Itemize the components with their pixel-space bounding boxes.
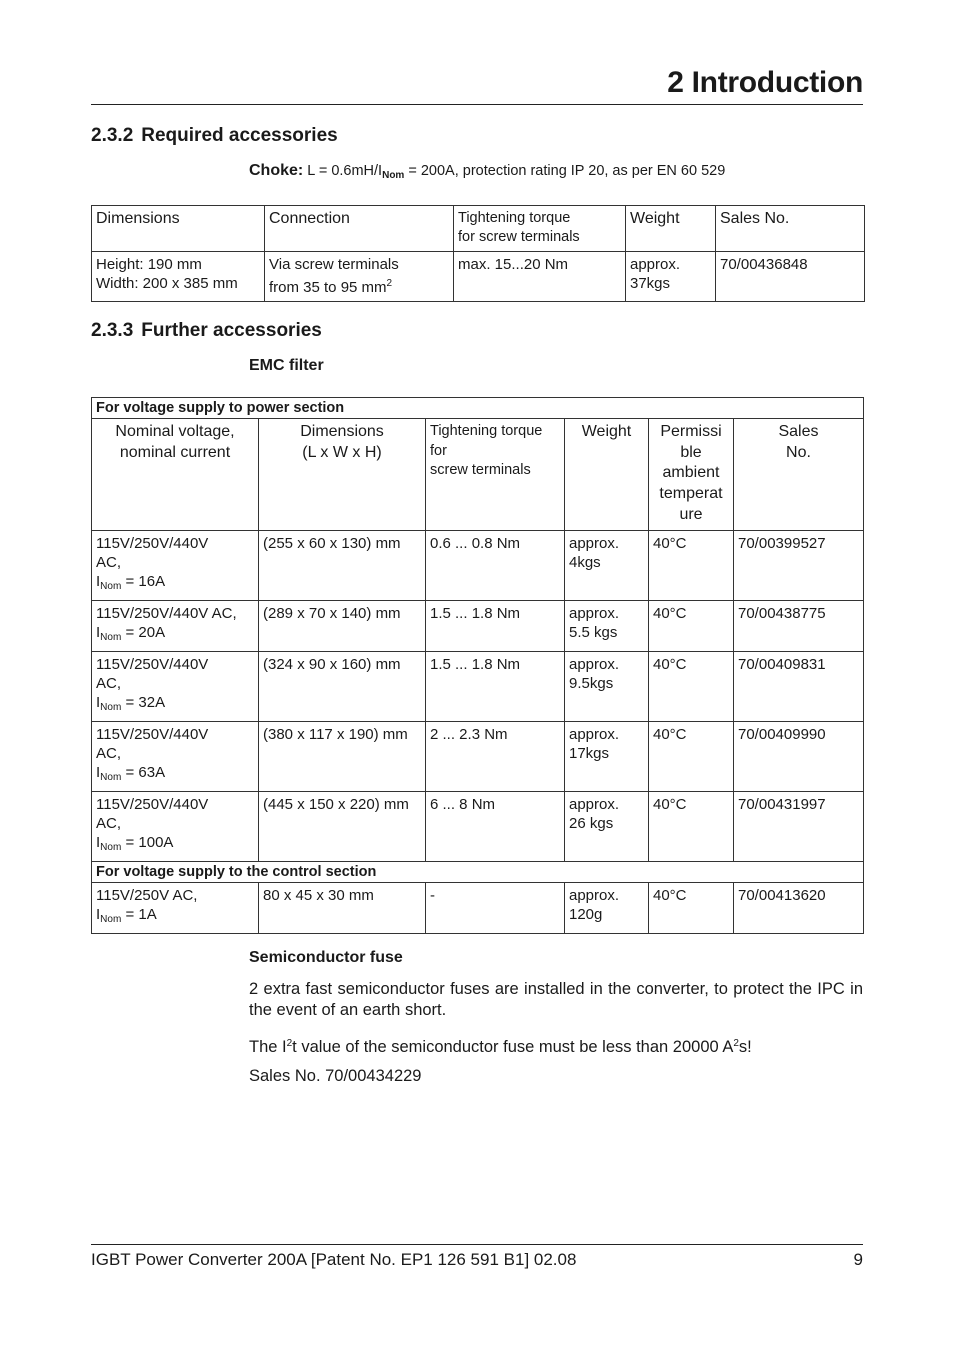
table-cell: (380 x 117 x 190) mm	[259, 721, 426, 791]
cell-line: 37kgs	[630, 275, 671, 292]
table-cell: 40°C	[649, 882, 734, 933]
header-line: nominal current	[119, 443, 231, 461]
table-cell: (255 x 60 x 130) mm	[259, 530, 426, 600]
text-segment: t value of the semiconductor fuse must be less than 20000 A	[292, 1038, 734, 1056]
table-cell: 70/00409990	[734, 721, 864, 791]
choke-inductance: L = 0.6mH/I	[307, 163, 383, 179]
table-cell	[92, 651, 259, 721]
header-rule	[91, 104, 863, 105]
cell-line: approx.	[569, 655, 620, 673]
cell-line: 115V/250V/440V AC,	[96, 604, 237, 622]
cell-line: I	[96, 905, 101, 923]
header-line: ure	[679, 505, 703, 523]
cell-line: 17kgs	[569, 744, 610, 762]
table-row	[92, 882, 864, 933]
cell-line: from 35 to 95 mm	[269, 279, 387, 296]
header-line: Nominal voltage,	[115, 423, 235, 440]
cell-line: = 32A	[125, 693, 166, 711]
cell-line: = 63A	[125, 763, 166, 781]
table-row	[92, 651, 864, 721]
text-segment: s!	[738, 1038, 752, 1056]
cell-line: I	[96, 833, 101, 851]
cell-line: approx.	[569, 725, 620, 743]
header-line: temperat	[659, 485, 723, 503]
header-line: No.	[786, 443, 811, 461]
section-number: 2.3.2	[91, 125, 134, 146]
cell-line: I	[96, 572, 101, 590]
header-cell: Dimensions	[92, 206, 265, 252]
subscript: Nom	[100, 913, 122, 925]
table-cell: 70/00431997	[734, 791, 864, 861]
cell-line: Width: 200 x 385 mm	[96, 275, 238, 292]
header-line: Permissi	[660, 423, 722, 440]
cell-line: 26 kgs	[569, 814, 614, 832]
table-cell	[565, 600, 649, 651]
cell-line: AC,	[96, 674, 122, 692]
subscript: Nom	[100, 580, 122, 592]
table-cell: 40°C	[649, 530, 734, 600]
table-cell: 70/00436848	[716, 252, 865, 302]
table-cell: 6 ... 8 Nm	[426, 791, 565, 861]
table-cell: 40°C	[649, 791, 734, 861]
table-cell	[265, 252, 454, 302]
section-title: Required accessories	[141, 125, 338, 146]
cell-line: 120g	[569, 905, 603, 923]
subscript: Nom	[100, 701, 122, 713]
cell-line: AC,	[96, 744, 122, 762]
table-cell: 70/00413620	[734, 882, 864, 933]
header-cell	[734, 419, 864, 531]
table-cell: 2 ... 2.3 Nm	[426, 721, 565, 791]
cell-line: approx.	[630, 256, 681, 273]
table-cell	[92, 721, 259, 791]
choke-spec	[249, 162, 725, 181]
section-heading-further-accessories	[91, 320, 322, 342]
table-cell: 1.5 ... 1.8 Nm	[426, 600, 565, 651]
group-row	[92, 861, 864, 882]
header-line: ble	[680, 443, 702, 461]
subscript: Nom	[100, 631, 122, 643]
table-cell	[565, 721, 649, 791]
table-cell: 40°C	[649, 600, 734, 651]
header-cell	[649, 419, 734, 531]
table-cell: (445 x 150 x 220) mm	[259, 791, 426, 861]
table-cell: -	[426, 882, 565, 933]
cell-line: 115V/250V/440V	[96, 655, 209, 673]
header-cell: Sales No.	[716, 206, 865, 252]
cell-line: approx.	[569, 795, 620, 813]
table-cell: 1.5 ... 1.8 Nm	[426, 651, 565, 721]
cell-line: 115V/250V/440V	[96, 534, 209, 552]
header-cell: Weight	[626, 206, 716, 252]
cell-line: I	[96, 623, 101, 641]
table-cell: (289 x 70 x 140) mm	[259, 600, 426, 651]
table-cell: (324 x 90 x 160) mm	[259, 651, 426, 721]
table-header-row	[92, 419, 864, 531]
subscript: Nom	[100, 771, 122, 783]
header-cell	[426, 419, 565, 531]
footer-rule	[91, 1244, 863, 1245]
superscript: 2	[386, 278, 393, 289]
group-row	[92, 398, 864, 419]
cell-line: 115V/250V/440V	[96, 725, 209, 743]
table-cell	[92, 791, 259, 861]
cell-line: Height: 190 mm	[96, 256, 202, 273]
table-cell: 0.6 ... 0.8 Nm	[426, 530, 565, 600]
section-heading-required-accessories	[91, 125, 338, 147]
cell-line: = 100A	[125, 833, 174, 851]
table-cell	[92, 882, 259, 933]
cell-line: 5.5 kgs	[569, 623, 618, 641]
table-cell: 40°C	[649, 721, 734, 791]
header-cell	[92, 419, 259, 531]
table-cell	[92, 600, 259, 651]
superscript: 2	[286, 1038, 293, 1049]
cell-line: AC,	[96, 553, 122, 571]
header-line: Sales	[778, 423, 819, 440]
fuse-sales-number: Sales No. 70/00434229	[249, 1067, 422, 1085]
table-row	[92, 600, 864, 651]
choke-sub: Nom	[382, 170, 405, 181]
header-line: Tightening torque	[458, 210, 571, 226]
table-cell	[92, 530, 259, 600]
cell-line: 115V/250V/440V	[96, 795, 209, 813]
chapter-title: 2 Introduction	[667, 66, 863, 99]
table-header-row	[92, 206, 865, 252]
cell-line: AC,	[96, 814, 122, 832]
cell-line: 9.5kgs	[569, 674, 614, 692]
table-cell	[565, 882, 649, 933]
cell-line: I	[96, 693, 101, 711]
table-row	[92, 791, 864, 861]
cell-line: = 16A	[125, 572, 166, 590]
fuse-description: 2 extra fast semiconductor fuses are installed in the converter, to protect the IPC in the event of an earth short.	[249, 980, 863, 1019]
emc-filter-title: EMC filter	[249, 357, 324, 374]
header-line: (L x W x H)	[302, 443, 382, 461]
table-row	[92, 721, 864, 791]
text-segment: The I	[249, 1038, 287, 1056]
header-line: for	[430, 442, 447, 459]
header-cell	[259, 419, 426, 531]
header-line: Dimensions	[300, 423, 384, 440]
fuse-i2t-note	[249, 1033, 863, 1058]
table-cell: 70/00438775	[734, 600, 864, 651]
choke-table	[91, 205, 865, 302]
header-line: for screw terminals	[458, 229, 580, 245]
semiconductor-fuse-title: Semiconductor fuse	[249, 949, 403, 966]
table-cell	[565, 651, 649, 721]
header-cell	[454, 206, 626, 252]
table-cell	[565, 791, 649, 861]
group-label-control: For voltage supply to the control section	[92, 861, 864, 882]
table-cell: 80 x 45 x 30 mm	[259, 882, 426, 933]
cell-line: I	[96, 763, 101, 781]
table-cell	[626, 252, 716, 302]
cell-line: = 1A	[125, 905, 157, 923]
section-title: Further accessories	[141, 320, 322, 341]
choke-label: Choke:	[249, 162, 304, 179]
table-row	[92, 252, 865, 302]
cell-line: = 20A	[125, 623, 166, 641]
table-cell: max. 15...20 Nm	[454, 252, 626, 302]
table-row	[92, 530, 864, 600]
cell-line: approx.	[569, 604, 620, 622]
superscript: 2	[733, 1038, 739, 1049]
header-line: screw terminals	[430, 462, 531, 478]
header-line: ambient	[662, 464, 720, 482]
header-cell: Weight	[565, 419, 649, 531]
table-cell: 70/00399527	[734, 530, 864, 600]
cell-line: approx.	[569, 886, 620, 904]
choke-rating: = 200A, protection rating IP 20, as per EN 60 529	[408, 163, 726, 179]
table-cell: 40°C	[649, 651, 734, 721]
page-number: 9	[853, 1250, 863, 1269]
subscript: Nom	[100, 841, 122, 853]
header-line: Tightening torque	[430, 423, 543, 439]
section-number: 2.3.3	[91, 320, 134, 341]
cell-line: approx.	[569, 534, 620, 552]
table-cell	[565, 530, 649, 600]
cell-line: 115V/250V AC,	[96, 886, 198, 904]
header-cell: Connection	[265, 206, 454, 252]
table-cell: 70/00409831	[734, 651, 864, 721]
footer-document-title: IGBT Power Converter 200A [Patent No. EP1 126 591 B1] 02.08	[91, 1250, 577, 1269]
cell-line: 4kgs	[569, 553, 601, 571]
group-label-power: For voltage supply to power section	[92, 398, 864, 419]
emc-filter-table	[91, 397, 864, 934]
cell-line: Via screw terminals	[269, 256, 399, 273]
table-cell	[92, 252, 265, 302]
